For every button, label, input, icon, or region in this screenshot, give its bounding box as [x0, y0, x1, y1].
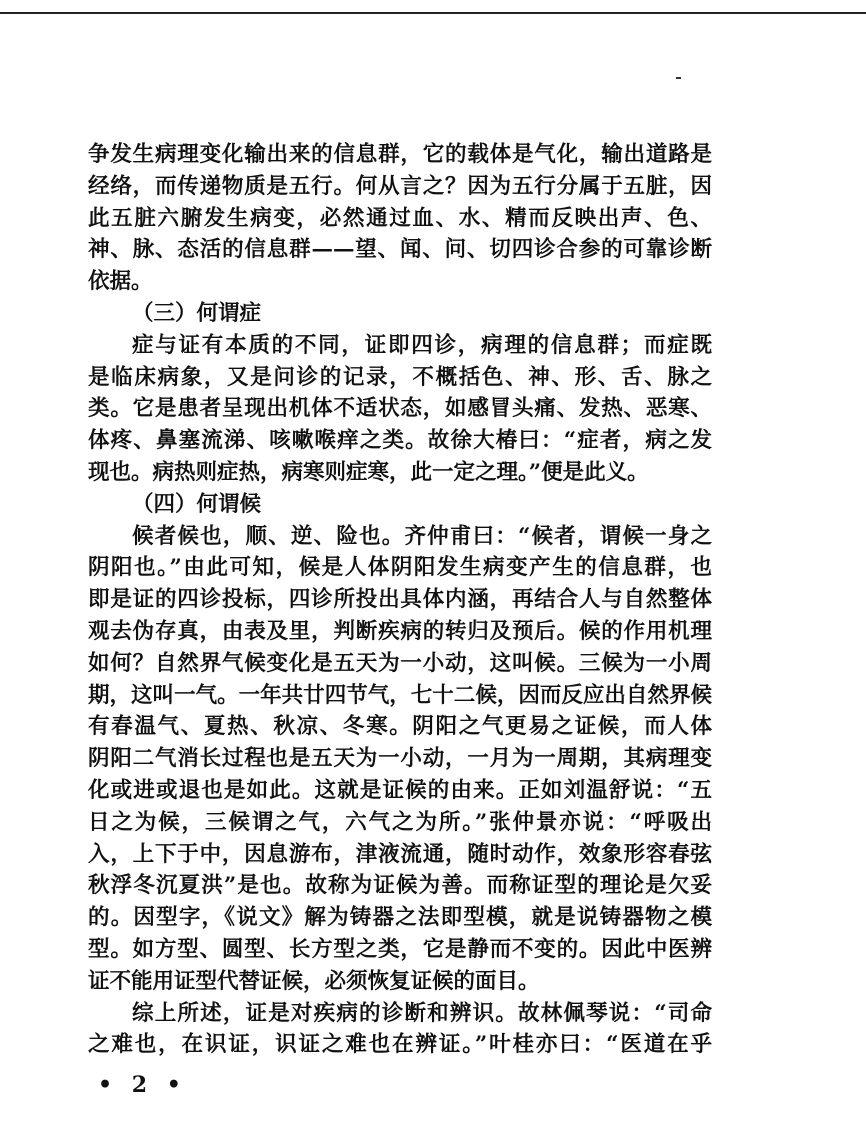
page-number: • 2 • — [98, 1072, 187, 1098]
text-line: 是临床病象，又是问诊的记录，不概括色、神、形、舌、脉之 — [88, 364, 712, 390]
body-text — [88, 139, 712, 1061]
text-line: 症与证有本质的不同，证即四诊，病理的信息群；而症既 — [132, 332, 712, 358]
text-line: 有春温气、夏热、秋凉、冬寒。阴阳之气更易之证候，而人体 — [88, 714, 712, 740]
text-line: 此五脏六腑发生病变，必然通过血、水、精而反映出声、色、 — [88, 205, 712, 231]
text-line: 如何？自然界气候变化是五天为一小动，这叫候。三候为一小周 — [88, 650, 712, 676]
text-line: 综上所述，证是对疾病的诊断和辨识。故林佩琴说：“司命 — [132, 1000, 712, 1026]
text-line: 类。它是患者呈现出机体不适状态，如感冒头痛、发热、恶寒、 — [88, 396, 712, 422]
text-line: 之难也，在识证，识证之难也在辨证。”叶桂亦曰：“医道在乎 — [88, 1032, 712, 1058]
text-line: 日之为候，三候谓之气，六气之为所。”张仲景亦说：“呼吸出 — [88, 809, 712, 835]
scan-speck — [676, 77, 681, 79]
text-line: 现也。病热则症热，病寒则症寒，此一定之理。”便是此义。 — [88, 459, 649, 485]
text-line: 争发生病理变化输出来的信息群，它的载体是气化，输出道路是 — [88, 142, 712, 167]
text-line: 期，这叫一气。一年共廿四节气，七十二候，因而反应出自然界候 — [88, 682, 712, 708]
text-line: 阴阳也。”由此可知，候是人体阴阳发生病变产生的信息群，也 — [88, 555, 712, 581]
text-line: 观去伪存真，由表及里，判断疾病的转归及预后。候的作用机理 — [88, 618, 712, 644]
top-border-rule — [0, 12, 866, 14]
text-line: 依据。 — [88, 269, 153, 295]
text-line: 候者候也，顺、逆、险也。齐仲甫曰：“候者，谓候一身之 — [132, 523, 712, 549]
text-line: 即是证的四诊投标，四诊所投出具体内涵，再结合人与自然整体 — [88, 587, 712, 613]
text-line: 证不能用证型代替证候，必须恢复证候的面目。 — [88, 968, 540, 994]
text-line: 阴阳二气消长过程也是五天为一小动，一月为一周期，其病理变 — [88, 746, 712, 772]
text-line: 的。因型字，《说文》解为铸器之法即型模，就是说铸器物之模 — [88, 905, 712, 931]
text-line: 化或进或退也是如此。这就是证候的由来。正如刘温舒说：“五 — [88, 777, 712, 803]
text-line: 型。如方型、圆型、长方型之类，它是静而不变的。因此中医辨 — [88, 936, 712, 962]
text-line: 入，上下于中，因息游布，津液流通，随时动作，效象形容春弦 — [88, 841, 712, 867]
text-line: 神、脉、态活的信息群——望、闻、问、切四诊合参的可靠诊断 — [88, 237, 712, 263]
section-heading: （三）何谓症 — [132, 300, 262, 326]
section-heading: （四）何谓候 — [132, 491, 262, 517]
text-line: 秋浮冬沉夏洪”是也。故称为证候为善。而称证型的理论是欠妥 — [88, 873, 712, 899]
text-line: 体疼、鼻塞流涕、咳嗽喉痒之类。故徐大椿曰：“症者，病之发 — [88, 428, 712, 454]
text-line: 经络，而传递物质是五行。何从言之？因为五行分属于五脏，因 — [88, 173, 712, 199]
